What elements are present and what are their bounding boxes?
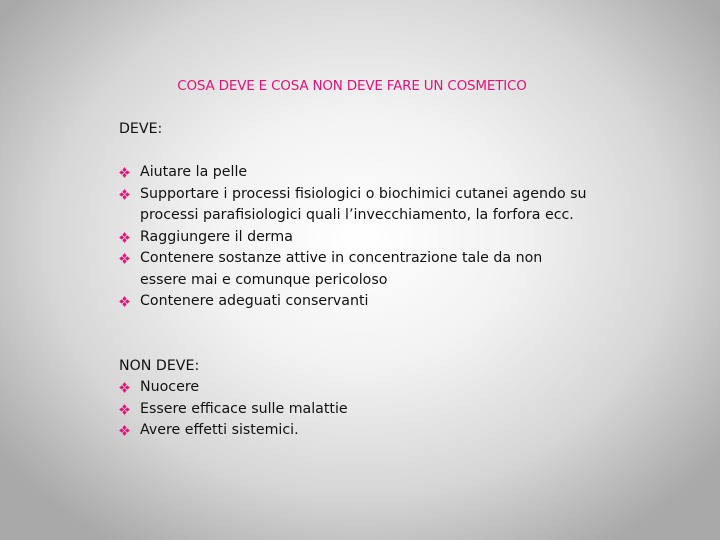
spacer: [119, 141, 589, 163]
list-item: [119, 248, 589, 291]
list-item: [119, 184, 589, 227]
section-heading: DEVE:: [119, 121, 163, 137]
list-item-text: Nuocere: [140, 379, 200, 395]
four-diamond-bullet-icon: [119, 382, 130, 393]
spacer: [119, 313, 589, 335]
slide-content: [119, 119, 589, 442]
four-diamond-bullet-icon: [119, 167, 130, 178]
list-item-text: Aiutare la pelle: [140, 164, 248, 180]
bullet-list: [119, 162, 589, 313]
four-diamond-bullet-icon: [119, 232, 130, 243]
slide-title: COSA DEVE E COSA NON DEVE FARE UN COSMETICO: [177, 78, 527, 94]
list-item-text: Avere effetti sistemici.: [140, 422, 299, 438]
spacer: [119, 334, 589, 356]
list-item: [119, 377, 589, 399]
bullet-list: [119, 377, 589, 442]
four-diamond-bullet-icon: [119, 296, 130, 307]
section-deve: [119, 119, 589, 313]
list-item-text: Contenere adeguati conservanti: [140, 293, 369, 309]
list-item-text: Raggiungere il derma: [140, 228, 293, 245]
list-item: [119, 399, 589, 421]
section-non-deve: [119, 356, 589, 442]
list-item-text: Supportare i processi fisiologici o biochimici cutanei agendo su processi parafisiologici quali l’invecchiamento, la forfora ecc.: [140, 185, 587, 223]
four-diamond-bullet-icon: [119, 189, 130, 200]
section-heading: NON DEVE:: [119, 357, 200, 374]
four-diamond-bullet-icon: [119, 425, 130, 436]
list-item: [119, 227, 589, 249]
list-item-text: Essere efficace sulle malattie: [140, 400, 348, 417]
four-diamond-bullet-icon: [119, 253, 130, 264]
list-item-text: Contenere sostanze attive in concentrazione tale da non essere mai e comunque pericoloso: [140, 250, 543, 288]
four-diamond-bullet-icon: [119, 404, 130, 415]
list-item: [119, 420, 589, 442]
list-item: [119, 291, 589, 313]
list-item: [119, 162, 589, 184]
